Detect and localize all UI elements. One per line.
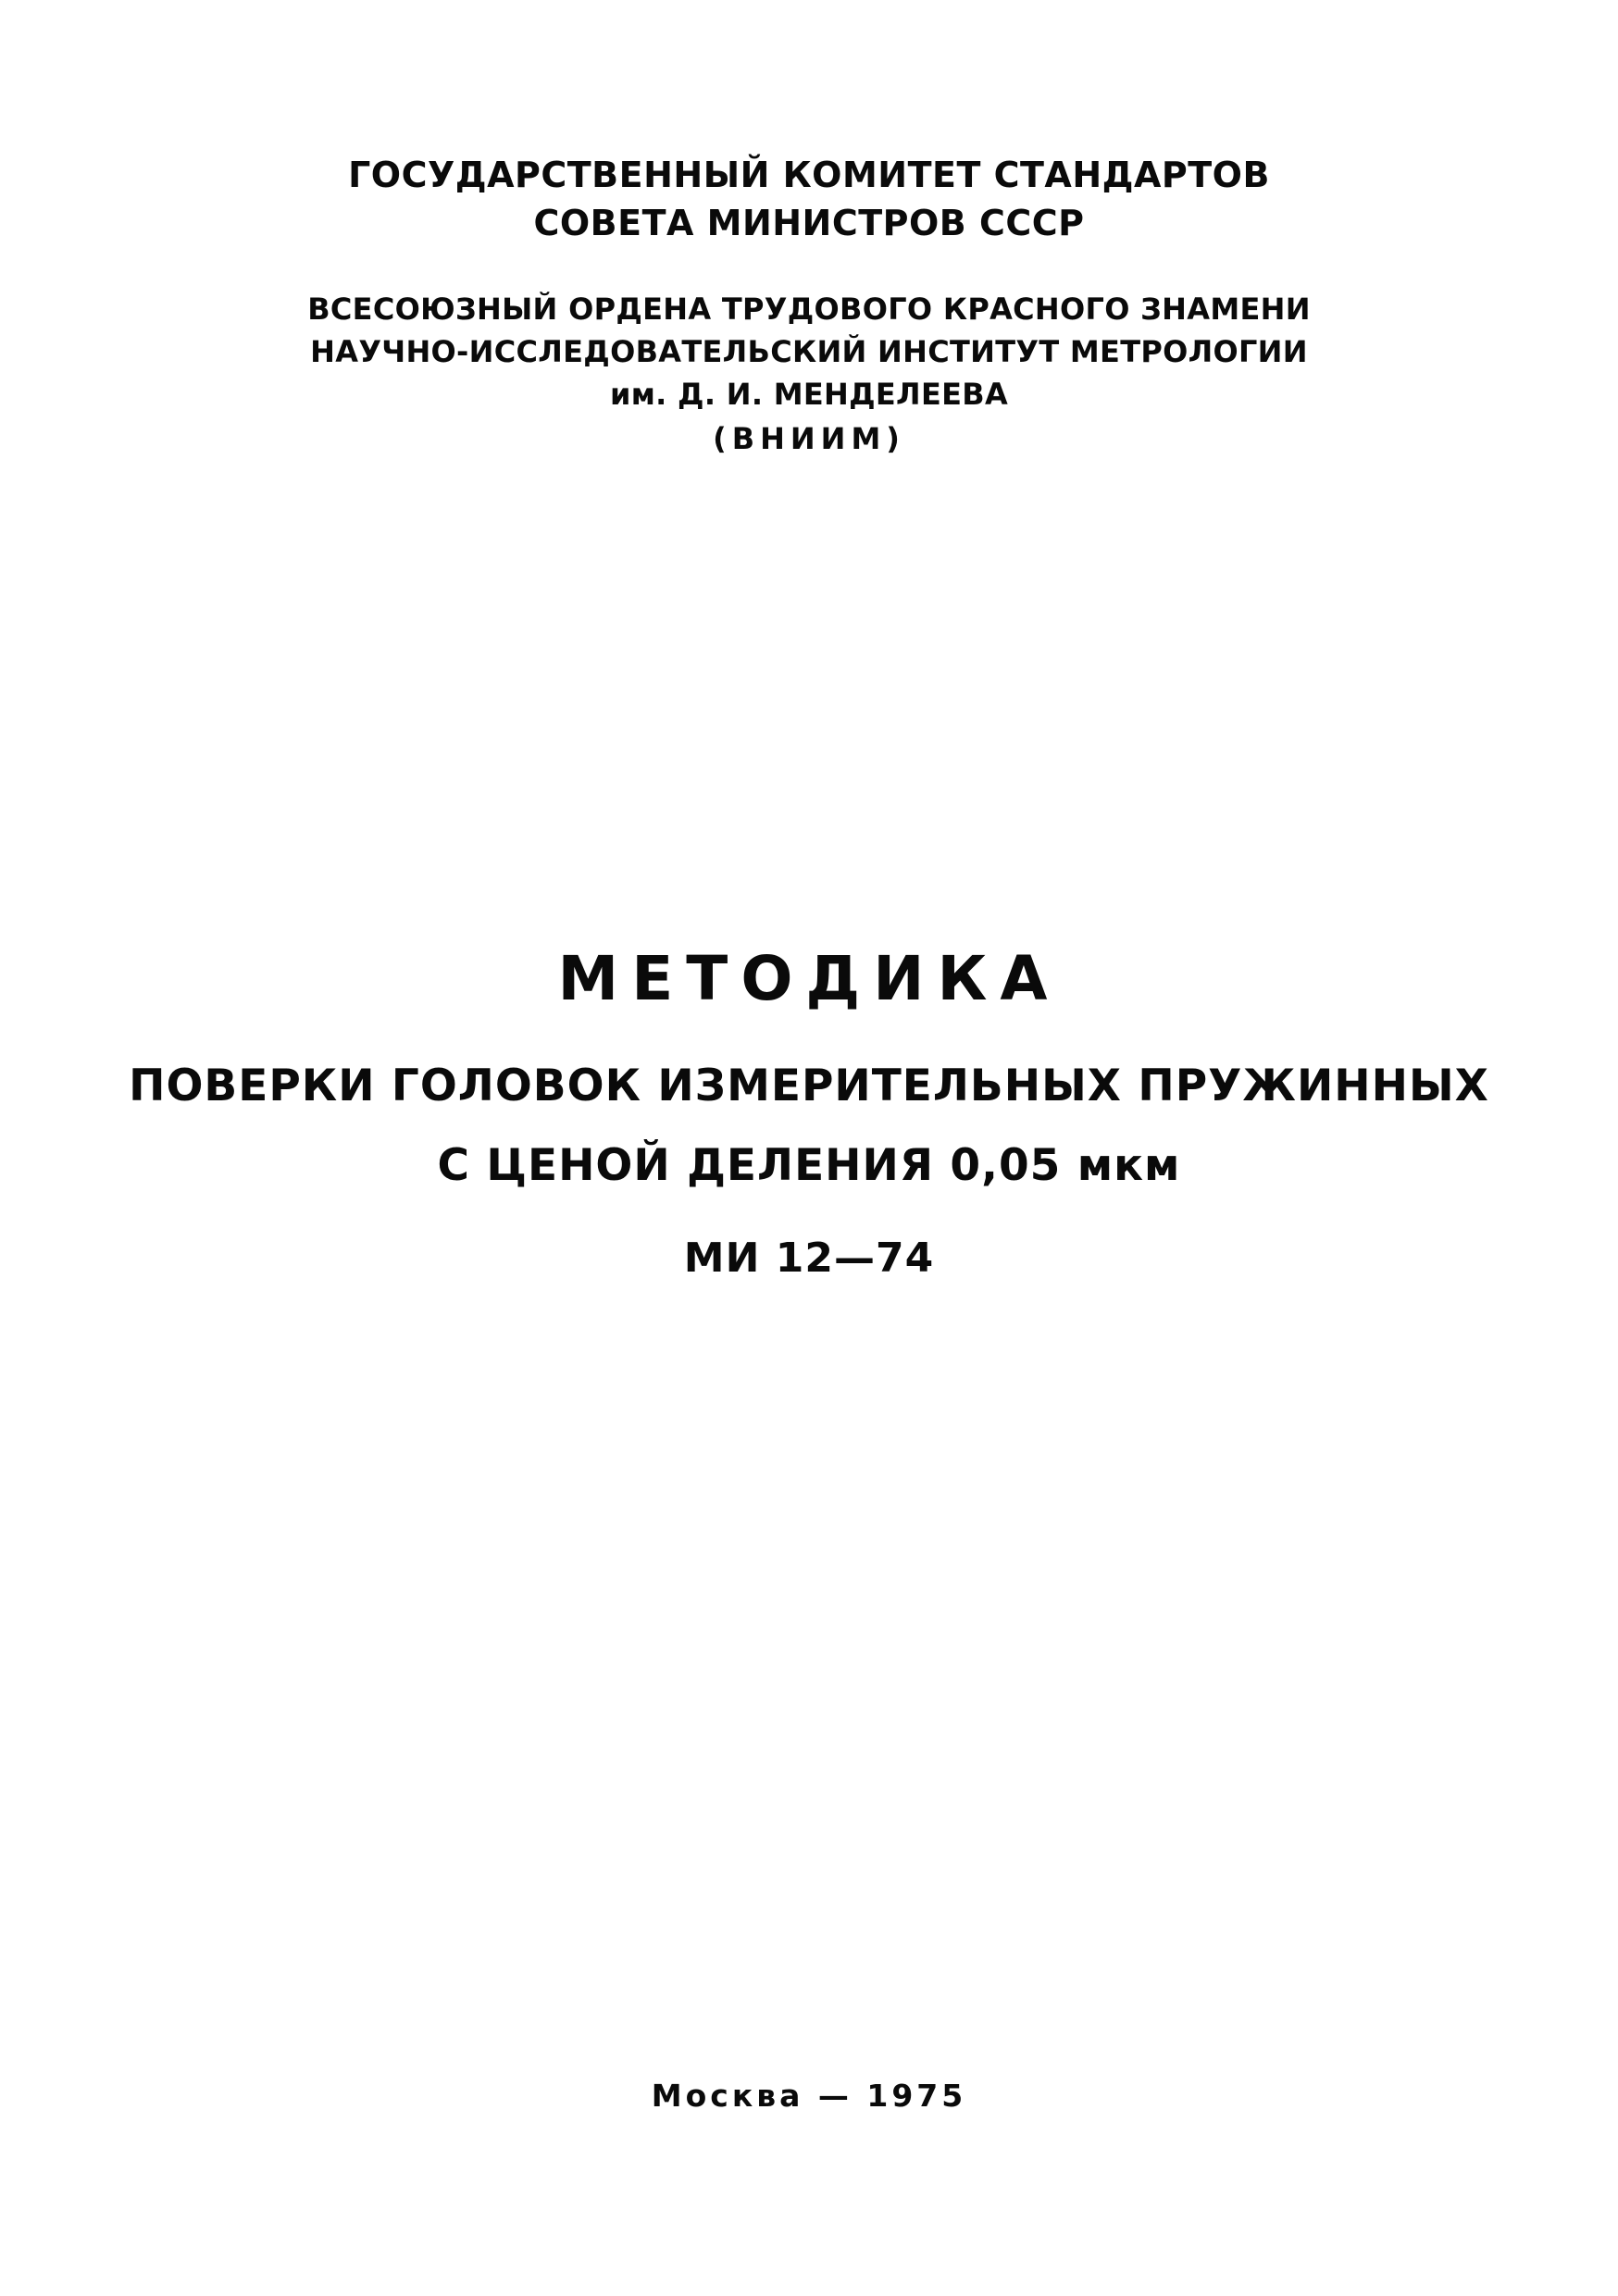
committee-line-1: ГОСУДАРСТВЕННЫЙ КОМИТЕТ СТАНДАРТОВ xyxy=(348,155,1270,195)
institute-line-1: ВСЕСОЮЗНЫЙ ОРДЕНА ТРУДОВОГО КРАСНОГО ЗНАМЕНИ xyxy=(307,292,1311,327)
institute-abbreviation: (ВНИИМ) xyxy=(713,421,905,456)
institute-line-3: им. Д. И. МЕНДЕЛЕЕВА xyxy=(609,377,1009,412)
document-subtitle-line-1: ПОВЕРКИ ГОЛОВОК ИЗМЕРИТЕЛЬНЫХ ПРУЖИННЫХ xyxy=(129,1061,1489,1111)
committee-line-2: СОВЕТА МИНИСТРОВ СССР xyxy=(533,203,1085,243)
institute-line-2: НАУЧНО-ИССЛЕДОВАТЕЛЬСКИЙ ИНСТИТУТ МЕТРОЛОГИИ xyxy=(310,334,1308,369)
place-and-year: Москва — 1975 xyxy=(651,2078,967,2114)
document-title: МЕТОДИКА xyxy=(557,943,1061,1014)
document-code: МИ 12—74 xyxy=(683,1235,935,1282)
document-subtitle-line-2: С ЦЕНОЙ ДЕЛЕНИЯ 0,05 мкм xyxy=(437,1140,1181,1191)
